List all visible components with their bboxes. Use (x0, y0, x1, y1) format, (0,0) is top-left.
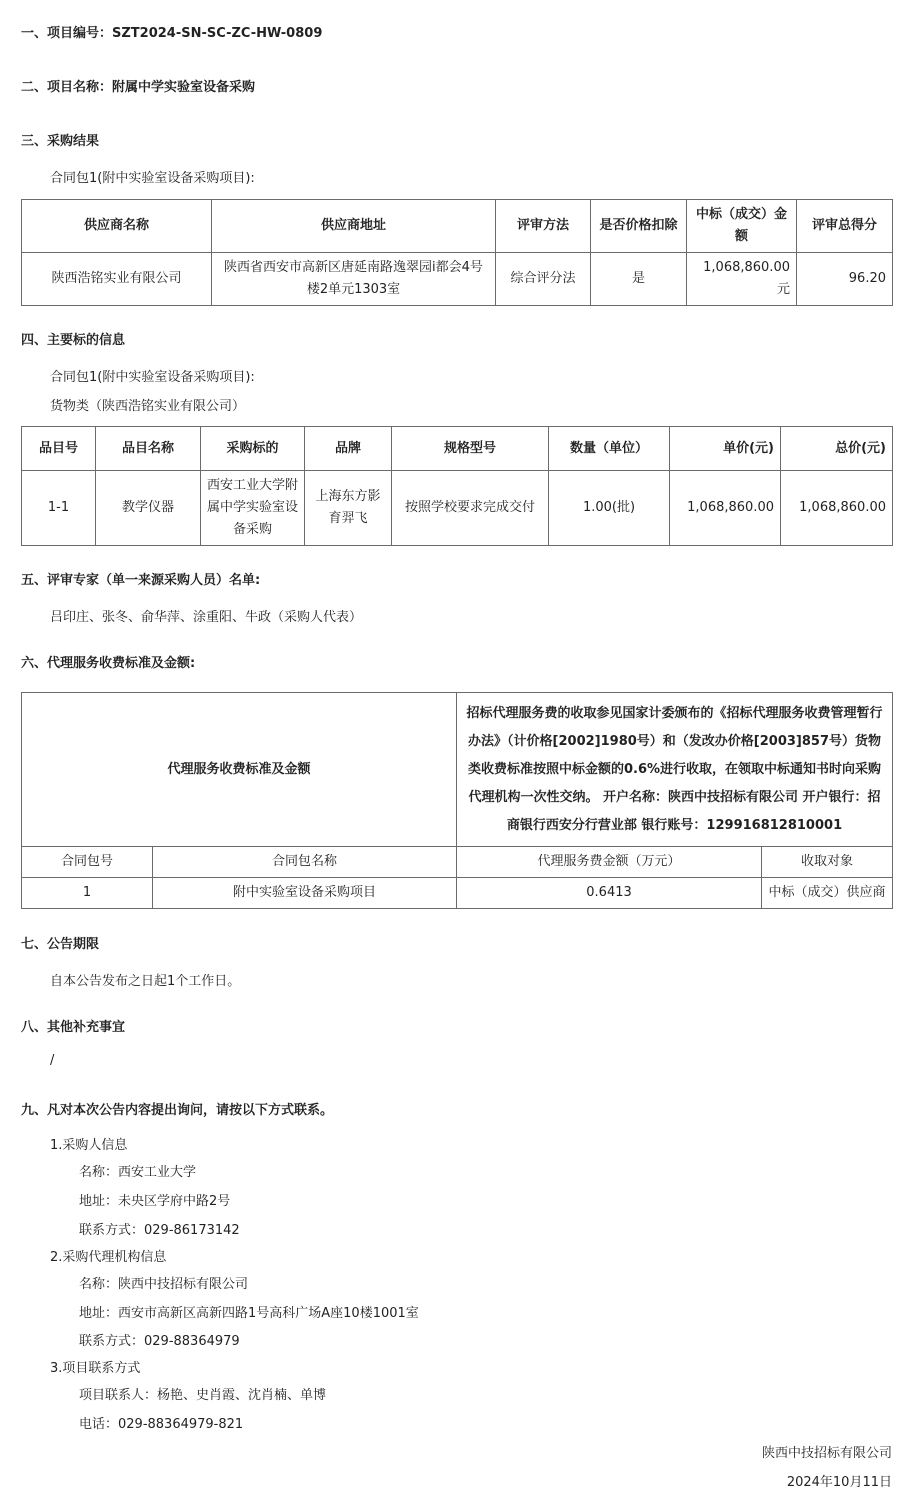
section-heading-subject-info: 四、主要标的信息 (21, 333, 126, 348)
project-number-value: SZT2024-SN-SC-ZC-HW-0809 (112, 26, 323, 41)
specification-cell: 按照学校要求完成交付 (392, 471, 549, 546)
results-table (21, 199, 893, 306)
fee-amount-cell: 0.6413 (457, 878, 762, 909)
project-number-label: 一、项目编号： (21, 26, 113, 41)
subject-category-label: 货物类（陕西浩铭实业有限公司） (50, 399, 246, 414)
agency-title: 2.采购代理机构信息 (50, 1250, 167, 1265)
results-package-label: 合同包1(附中实验室设备采购项目): (50, 171, 255, 186)
col-supplier-address: 供应商地址 (212, 200, 496, 253)
fee-payer-cell: 中标（成交）供应商 (762, 878, 893, 909)
other-matters-text: / (50, 1053, 55, 1068)
col-package-name: 合同包名称 (153, 847, 457, 878)
purchaser-address: 地址：未央区学府中路2号 (79, 1194, 231, 1209)
price-deduction-cell: 是 (591, 253, 687, 306)
section-heading-experts: 五、评审专家（单一来源采购人员）名单: (21, 573, 261, 588)
project-name (21, 76, 255, 95)
subject-table (21, 426, 893, 546)
fee-standard-label: 代理服务收费标准及金额 (22, 693, 457, 847)
agency-phone: 联系方式：029-88364979 (79, 1334, 240, 1349)
supplier-address-cell: 陕西省西安市高新区唐延南路逸翠园i都会4号楼2单元1303室 (212, 253, 496, 306)
section-heading-results: 三、采购结果 (21, 134, 100, 149)
subject-header-row (22, 427, 893, 471)
col-quantity: 数量（单位） (549, 427, 670, 471)
package-name-cell: 附中实验室设备采购项目 (153, 878, 457, 909)
col-package-number: 合同包号 (22, 847, 153, 878)
fee-header-row (22, 847, 893, 878)
footer-company: 陕西中技招标有限公司 (761, 1446, 892, 1461)
col-supplier-name: 供应商名称 (22, 200, 212, 253)
item-number-cell: 1-1 (22, 471, 96, 546)
footer-date: 2024年10月11日 (786, 1475, 892, 1490)
purchaser-phone: 联系方式：029-86173142 (79, 1223, 240, 1238)
agency-address: 地址：西安市高新区高新四路1号高科广场A座10楼1001室 (79, 1306, 419, 1321)
section-heading-notice-period: 七、公告期限 (21, 937, 100, 952)
supplier-name-cell: 陕西浩铭实业有限公司 (22, 253, 212, 306)
col-review-method: 评审方法 (496, 200, 591, 253)
unit-price-cell: 1,068,860.00 (670, 471, 781, 546)
agency-name: 名称：陕西中技招标有限公司 (79, 1277, 249, 1292)
results-header-row (22, 200, 893, 253)
project-contacts: 项目联系人：杨艳、史肖霞、沈肖楠、单博 (79, 1388, 327, 1403)
item-name-cell: 教学仪器 (96, 471, 201, 546)
col-brand: 品牌 (305, 427, 392, 471)
purchaser-title: 1.采购人信息 (50, 1138, 128, 1153)
subject-package-label: 合同包1(附中实验室设备采购项目): (50, 370, 255, 385)
col-award-amount: 中标（成交）金额 (687, 200, 797, 253)
total-score-cell: 96.20 (797, 253, 893, 306)
fee-standard-row (22, 693, 893, 847)
col-fee-amount: 代理服务费金额（万元） (457, 847, 762, 878)
expert-names: 吕印庄、张冬、俞华萍、涂重阳、牛政（采购人代表） (50, 610, 363, 625)
package-number-cell: 1 (22, 878, 153, 909)
col-total-price: 总价(元) (781, 427, 893, 471)
quantity-cell: 1.00(批) (549, 471, 670, 546)
col-item-name: 品目名称 (96, 427, 201, 471)
table-row (22, 878, 893, 909)
project-contact-title: 3.项目联系方式 (50, 1361, 141, 1376)
review-method-cell: 综合评分法 (496, 253, 591, 306)
col-item-number: 品目号 (22, 427, 96, 471)
total-price-cell: 1,068,860.00 (781, 471, 893, 546)
project-number (21, 22, 322, 41)
section-heading-contact: 九、凡对本次公告内容提出询问，请按以下方式联系。 (21, 1103, 334, 1118)
procurement-subject-cell: 西安工业大学附属中学实验室设备采购 (201, 471, 305, 546)
fee-standard-description: 招标代理服务费的收取参见国家计委颁布的《招标代理服务收费管理暂行办法》（计价格[2002]1980号）和（发改办价格[2003]857号）货物类收费标准按照中标金额的0.6%进行收取，在领取中标通知书时向采购代理机构一次性交纳。 开户名称：陕西中技招标有限公司 开户银行：招商银行西安分行营业部 银行账号：129916812810001 (457, 693, 893, 847)
agency-fee-table (21, 692, 893, 909)
section-heading-agency-fee: 六、代理服务收费标准及金额: (21, 656, 196, 671)
col-price-deduction: 是否价格扣除 (591, 200, 687, 253)
project-name-label: 二、项目名称： (21, 80, 113, 95)
purchaser-name: 名称：西安工业大学 (79, 1165, 197, 1180)
col-procurement-subject: 采购标的 (201, 427, 305, 471)
award-amount-cell: 1,068,860.00元 (687, 253, 797, 306)
col-total-score: 评审总得分 (797, 200, 893, 253)
col-specification: 规格型号 (392, 427, 549, 471)
table-row (22, 253, 893, 306)
table-row (22, 471, 893, 546)
brand-cell: 上海东方影育羿飞 (305, 471, 392, 546)
project-name-value: 附属中学实验室设备采购 (112, 80, 256, 95)
project-phone: 电话：029-88364979-821 (79, 1417, 244, 1432)
section-heading-other-matters: 八、其他补充事宜 (21, 1020, 126, 1035)
col-fee-payer: 收取对象 (762, 847, 893, 878)
notice-period-text: 自本公告发布之日起1个工作日。 (50, 974, 241, 989)
col-unit-price: 单价(元) (670, 427, 781, 471)
